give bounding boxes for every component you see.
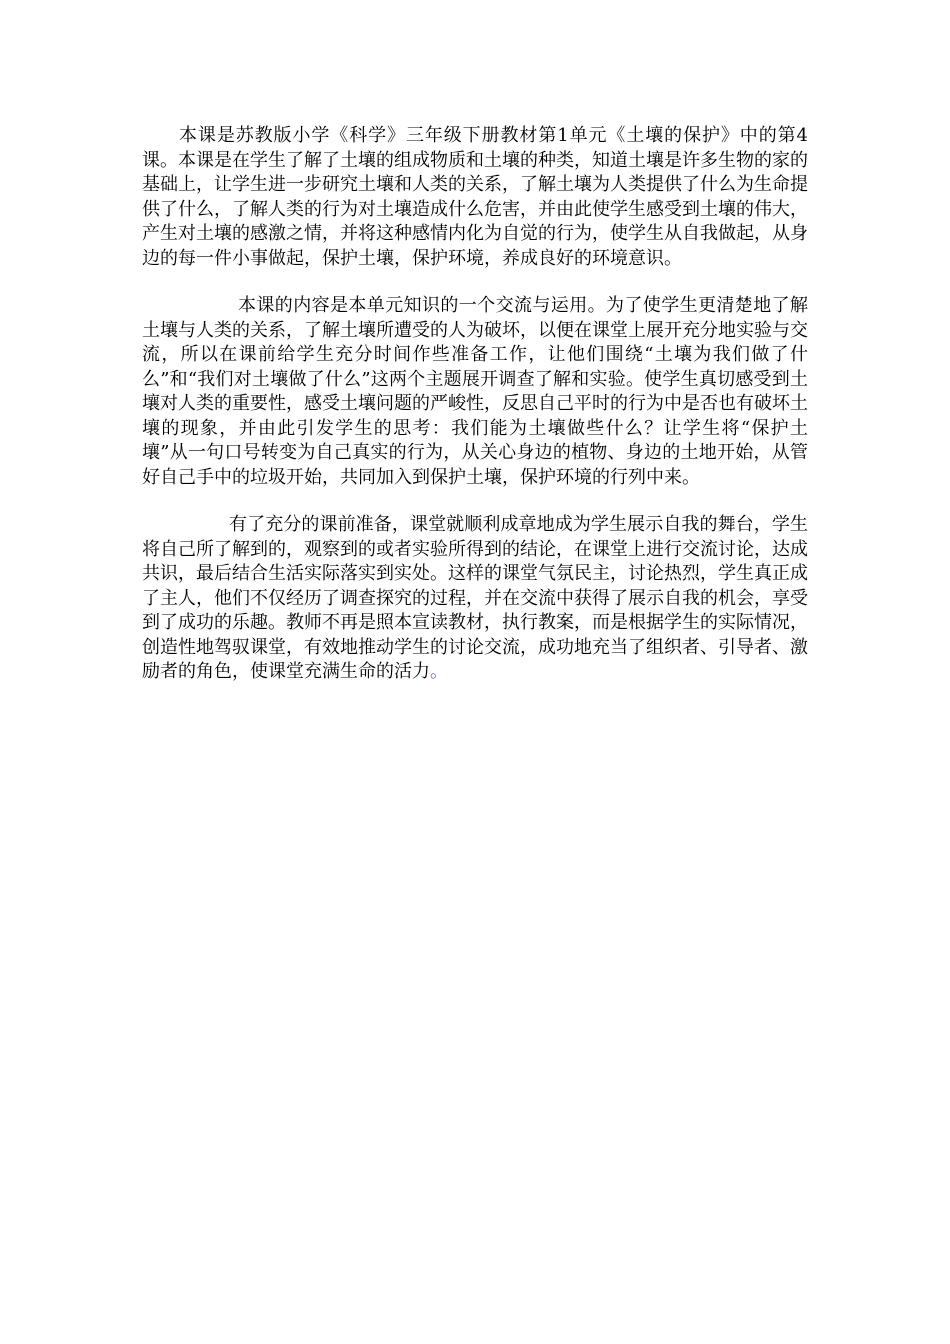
paragraph-lesson-overview: 本课是苏教版小学《科学》三年级下册教材第1单元《土壤的保护》中的第4课。本课是在学生了解了土壤的组成物质和土壤的种类，知道土壤是许多生物的家的基础上，让学生进一步研究土壤和人类的关系，了解土壤为人类提供了什么为生命提供了什么，了解人类的行为对土壤造成什么危害，并由此使学生感受到土壤的伟大，产生对土壤的感激之情，并将这种感情内化为自觉的行为，使学生从自我做起，从身边的每一件小事做起，保护土壤，保护环境，养成良好的环境意识。 [142,125,808,269]
final-punctuation-mark: 。 [430,661,448,682]
paragraph-classroom-reflection [142,513,808,685]
document-body [142,124,808,708]
paragraph-lesson-content: 本课的内容是本单元知识的一个交流与运用。为了使学生更清楚地了解土壤与人类的关系，了解土壤所遭受的人为破坏，以便在课堂上展开充分地实验与交流，所以在课前给学生充分时间作些准备工作，让他们围绕“土壤为我们做了什么”和“我们对土壤做了什么”这两个主题展开调查了解和实验。使学生真切感受到土壤对人类的重要性，感受土壤问题的严峻性，反思自己平时的行为中是否也有破坏土壤的现象，并由此引发学生的思考：我们能为土壤做些什么？让学生将“保护土壤”从一句口号转变为自己真实的行为，从关心身边的植物、身边的土地开始，从管好自己手中的垃圾开始，共同加入到保护土壤，保护环境的行列中来。 [142,295,808,488]
paragraph-classroom-reflection-text: 有了充分的课前准备，课堂就顺利成章地成为学生展示自我的舞台，学生将自己所了解到的，观察到的或者实验所得到的结论，在课堂上进行交流讨论，达成共识，最后结合生活实际落实到实处。这样的课堂气氛民主，讨论热烈，学生真正成了主人，他们不仅经历了调查探究的过程，并在交流中获得了展示自我的机会，享受到了成功的乐趣。教师不再是照本宣读教材，执行教案，而是根据学生的实际情况，创造性地驾驭课堂，有效地推动学生的讨论交流，成功地充当了组织者、引导者、激励者的角色，使课堂充满生命的活力 [142,514,808,682]
